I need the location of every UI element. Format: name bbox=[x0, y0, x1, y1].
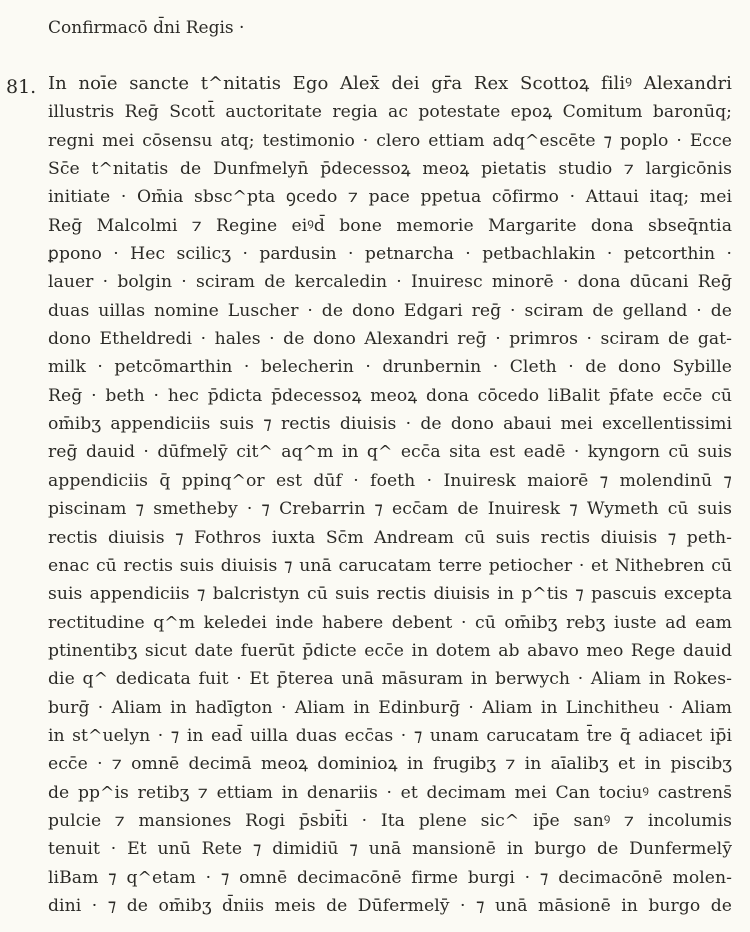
text-line: de pp^is retibʒ ⁊ ettiam in denariis · et decimam mei Can tociuꝰ castrens̄ bbox=[48, 782, 732, 803]
text-line: regni mei cōsensu atq; testimonio · clero ettiam adq^escēte ⁊ poplo · Ecce bbox=[48, 130, 732, 151]
text-line: suis appendiciis ⁊ balcristyn cū suis rectis diuisis in p^tis ⁊ pascuis excepta bbox=[48, 584, 732, 605]
text-line: rectis diuisis ⁊ Fothros iuxta Sc̄m Andream cū suis rectis diuisis ⁊ peth- bbox=[48, 527, 732, 548]
text-line: enac cū rectis suis diuisis ⁊ unā carucatam terre petiocher · et Nithebren cū bbox=[48, 555, 732, 576]
text-line: lauer · bolgin · sciram de kercaledin · Inuiresc minorē · dona dūcani Reḡ bbox=[48, 272, 732, 293]
text-line: reḡ dauid · dūfmelȳ cit^ aq^m in q^ ecc̄a sita est eadē · kyngorn cū suis bbox=[48, 442, 732, 463]
text-line: rectitudine q^m keledei inde habere debent · cū om̄ibʒ rebʒ iuste ad eam bbox=[48, 612, 732, 633]
text-line: dini · ⁊ de om̄ibʒ d̄niis meis de Dūfermelȳ · ⁊ unā māsionē in burgo de bbox=[48, 895, 732, 916]
text-line: ptinentibʒ sicut date fuerūt p̄dicte ecc̄e in dotem ab abavo meo Rege dauid bbox=[48, 640, 732, 661]
text-line: dono Etheldredi · hales · de dono Alexandri reḡ · primros · sciram de gat- bbox=[48, 329, 732, 350]
text-line: om̄ibʒ appendiciis suis ⁊ rectis diuisis · de dono abaui mei excellentissimi bbox=[48, 414, 732, 435]
text-line: In noīe sancte t^nitatis Ego Alex̄ dei gr̄a Rex Scottoꝝ filiꝰ Alexandri bbox=[48, 73, 732, 94]
text-line: Reḡ Malcolmi ⁊ Regine eiꝰd̄ bone memorie Margarite dona sbseq̄ntia bbox=[48, 215, 732, 236]
text-line: appendiciis q̄ ppinq^or est dūf · foeth · Inuiresk maiorē ⁊ molendinū ⁊ bbox=[48, 470, 732, 491]
text-line: in st^uelyn · ⁊ in ead̄ uilla duas ecc̄as · ⁊ unam carucatam t̄re q̄ adiacet ip̄i bbox=[48, 725, 732, 746]
text-line: piscinam ⁊ smetheby · ⁊ Crebarrin ⁊ ecc̄am de Inuiresk ⁊ Wymeth cū suis bbox=[48, 499, 732, 520]
text-line: ꝑpono · Hec scilicʒ · pardusin · petnarcha · petbachlakin · petcorthin · bbox=[48, 244, 732, 265]
text-line: duas uillas nomine Luscher · de dono Edgari reḡ · sciram de gelland · de bbox=[48, 300, 732, 321]
text-line: die q^ dedicata fuit · Et p̄terea unā māsuram in berwych · Aliam in Rokes- bbox=[48, 669, 732, 690]
text-line: ecc̄e · ⁊ omnē decimā meoꝝ dominioꝝ in frugibʒ ⁊ in aīalibʒ et in piscibʒ bbox=[48, 754, 732, 775]
text-line: Reḡ · beth · hec p̄dicta p̄decessoꝝ meoꝝ dona cōcedo liBalit p̄fate ecc̄e cū bbox=[48, 385, 732, 406]
page-heading: Confirmacō d̄ni Regis · bbox=[48, 18, 245, 38]
text-line: Sc̄e t^nitatis de Dunfmelyn̄ p̄decessoꝝ meoꝝ pietatis studio ⁊ largicōnis bbox=[48, 159, 732, 180]
text-line: tenuit · Et unū Rete ⁊ dimidiū ⁊ unā mansionē in burgo de Dunfermelȳ bbox=[48, 839, 732, 860]
text-line: illustris Reḡ Scott̄ auctoritate regia ac potestate epoꝝ Comitum baronūq; bbox=[48, 102, 732, 123]
text-line: burḡ · Aliam in hadīgton · Aliam in Edinburḡ · Aliam in Linchitheu · Aliam bbox=[48, 697, 732, 718]
text-line: initiate · Om̄ia sbsc^pta ꝯcedo ⁊ pace ppetua cōfirmo · Attaui itaq; mei bbox=[48, 187, 732, 208]
text-line: pulcie ⁊ mansiones Rogi p̄sbit̄i · Ita plene sic^ ip̄e sanꝰ ⁊ incolumis bbox=[48, 810, 732, 831]
text-line: liBam ⁊ q^etam · ⁊ omnē decimacōnē firme burgi · ⁊ decimacōnē molen- bbox=[48, 867, 732, 888]
text-line: milk · petcōmarthin · belecherin · drunbernin · Cleth · de dono Sybille bbox=[48, 357, 732, 378]
charter-text bbox=[48, 70, 732, 920]
section-number: 81. bbox=[6, 76, 37, 98]
